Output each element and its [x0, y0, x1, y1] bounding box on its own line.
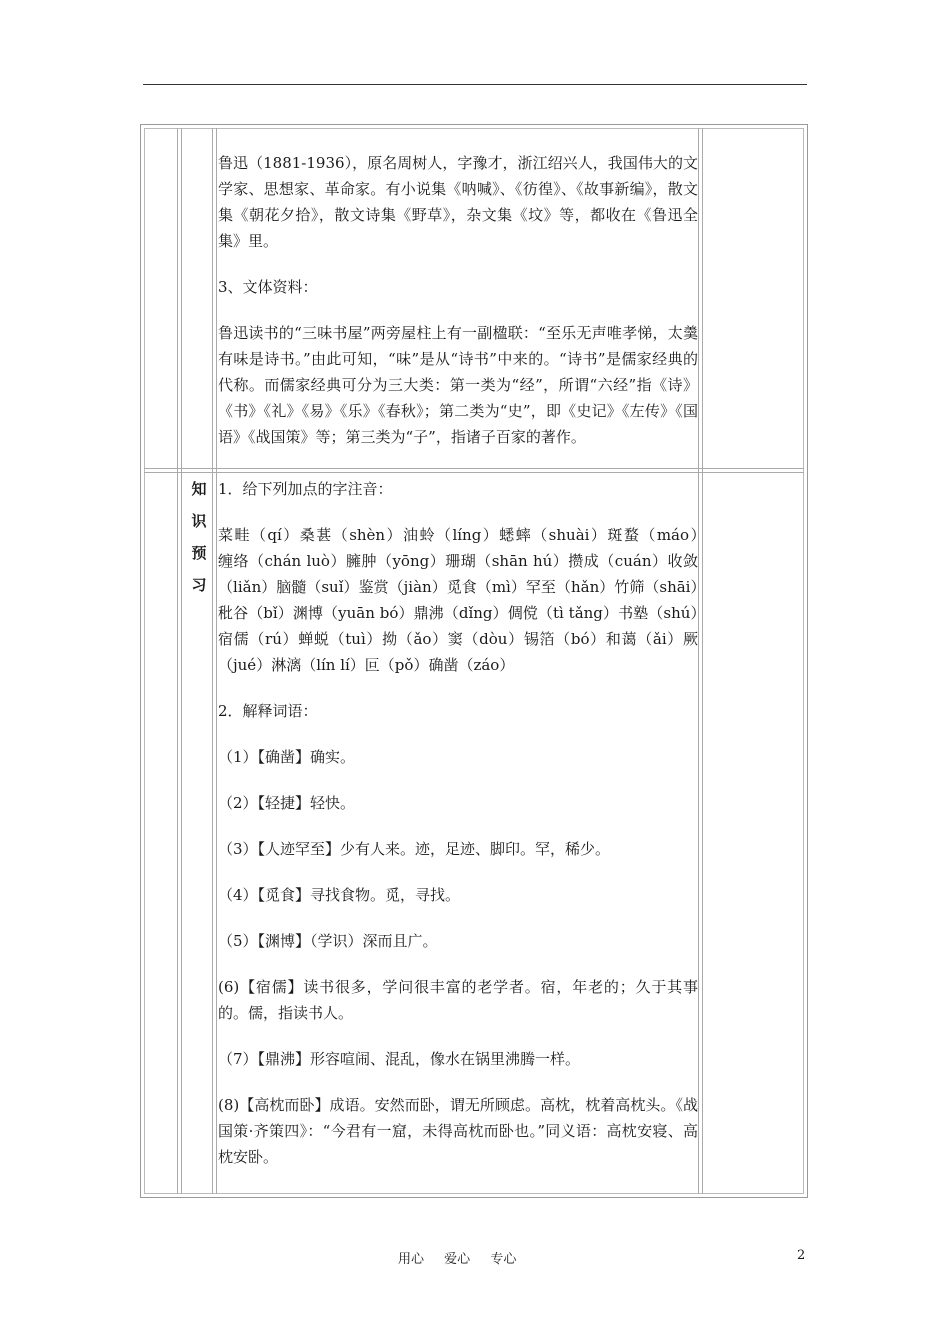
footer-motto-word: 专心 [490, 1252, 517, 1267]
section-label-char: 习 [191, 576, 207, 594]
section-label-char: 预 [191, 544, 207, 562]
vocab-item: （1）【确凿】确实。 [218, 748, 356, 766]
footer-motto [398, 1248, 532, 1267]
col-divider-1 [177, 128, 178, 1194]
row-divider [144, 468, 804, 469]
page-number: 2 [797, 1248, 806, 1263]
preview-content [218, 476, 744, 1170]
footer-motto-word: 爱心 [444, 1252, 471, 1267]
section-label-char: 识 [191, 512, 207, 530]
section-label [186, 476, 212, 598]
vocab-item: （4）【觅食】寻找食物。觅，寻找。 [218, 886, 461, 904]
vocab-item: （7）【鼎沸】形容喧闹、混乱，像水在锅里沸腾一样。 [218, 1050, 581, 1068]
vocab-item: （5）【渊博】（学识）深而且广。 [218, 932, 438, 950]
row-divider-inner [144, 472, 804, 473]
col-divider-6 [702, 128, 703, 1194]
section-label-char: 知 [191, 480, 207, 498]
col-divider-4 [216, 128, 217, 1194]
pinyin-heading: 1．给下列加点的字注音： [218, 480, 393, 498]
vocab-item: (8)【高枕而卧】成语。安然而卧，谓无所顾虑。高枕，枕着高枕头。《战国策·齐策四》：“今君有一窟，未得高枕而卧也。”同义语：高枕安寝、高枕安卧。 [218, 1096, 698, 1166]
vocab-item: （3）【人迹罕至】少有人来。迹，足迹、脚印。罕，稀少。 [218, 840, 611, 858]
author-bio: 鲁迅（1881-1936），原名周树人，字豫才，浙江绍兴人，我国伟大的文学家、思想家、革命家。有小说集《呐喊》、《彷徨》、《故事新编》，散文集《朝花夕拾》，散文诗集《野草》，杂文集《坟》等，都收在《鲁迅全集》里。 [218, 154, 698, 250]
vocab-item: (6)【宿儒】读书很多，学问很丰富的老学者。宿，年老的；久于其事的。儒，指读书人。 [218, 978, 698, 1022]
genre-heading: 3、文体资料： [218, 278, 318, 296]
col-divider-3 [212, 128, 213, 1194]
footer-motto-word: 用心 [398, 1252, 425, 1267]
vocab-heading: 2．解释词语： [218, 702, 318, 720]
col-divider-5 [698, 128, 699, 1194]
header-rule [143, 84, 807, 85]
top-row-content [218, 150, 698, 450]
genre-text: 鲁迅读书的“三味书屋”两旁屋柱上有一副楹联：“至乐无声唯孝悌，太羹有味是诗书。”由此可知，“味”是从“诗书”中来的。“诗书”是儒家经典的代称。而儒家经典可分为三大类：第一类为“经”，所谓“六经”指《诗》《书》《礼》《易》《乐》《春秋》；第二类为“史”，即《史记》《左传》《国语》《战国策》等；第三类为“子”，指诸子百家的著作。 [218, 324, 698, 446]
vocab-item: （2）【轻捷】轻快。 [218, 794, 356, 812]
pinyin-list: 菜畦（qí）桑葚（shèn）油蛉（líng）蟋蟀（shuài）斑蝥（máo） 缠络（chán luò）臃肿（yōng）珊瑚（shān hú）攒成（cuán）收敛（liǎn）脑髓（suǐ）鉴赏（jiàn）觅食（mì）罕至（hǎn）竹筛（shāi）秕谷（bǐ）渊博（yuān bó）鼎沸（dǐng）倜傥（tì tǎng）书塾（shú）宿儒（rú）蝉蜕（tuì）拗（ǎo）窦（dòu）锡箔（bó）和蔼（ǎi）厥（jué）淋漓（lín lí）叵（pǒ）确凿（záo） [218, 526, 744, 674]
col-divider-2 [181, 128, 182, 1194]
